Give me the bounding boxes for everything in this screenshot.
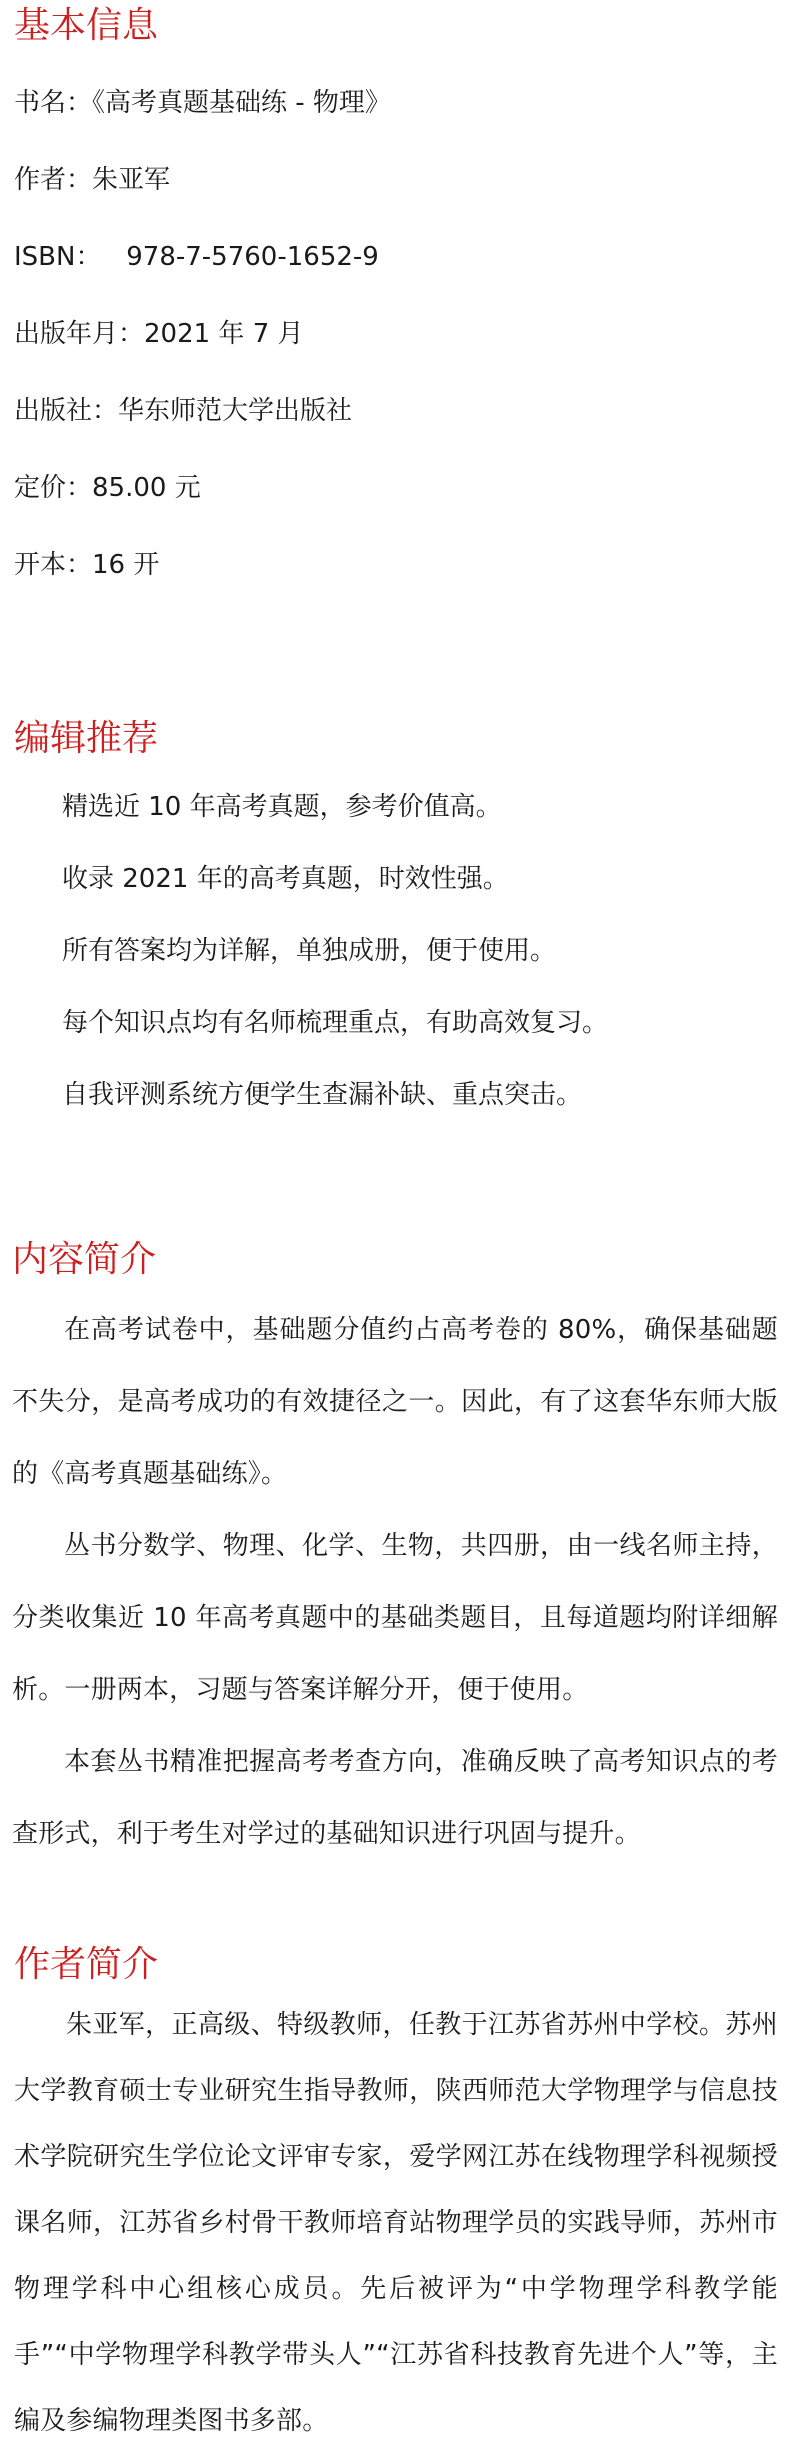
field-book-name: 书名：《高考真题基础练 - 物理》 (14, 88, 391, 118)
content-intro-paragraph: 本套丛书精准把握高考考查方向，准确反映了高考知识点的考查形式，利于考生对学过的基础知识进行巩固与提升。 (12, 1747, 778, 1849)
section-title-author-intro: 作者简介 (14, 1944, 159, 1985)
field-isbn: ISBN： 978-7-5760-1652-9 (14, 242, 379, 272)
field-price: 定价：85.00 元 (14, 473, 201, 503)
recommendation-item: 收录 2021 年的高考真题，时效性强。 (62, 864, 509, 894)
section-title-content-intro: 内容简介 (12, 1239, 157, 1280)
field-publish-date: 出版年月：2021 年 7 月 (14, 319, 304, 349)
content-intro-body (12, 1294, 778, 1870)
author-intro-paragraph: 朱亚军，正高级、特级教师，任教于江苏省苏州中学校。苏州大学教育硕士专业研究生指导教师，陕西师范大学物理学与信息技术学院研究生学位论文评审专家，爱学网江苏在线物理学科视频授课名师，江苏省乡村骨干教师培育站物理学员的实践导师，苏州市物理学科中心组核心成员。先后被评为“中学物理学科教学能手”“中学物理学科教学带头人”“江苏省科技教育先进个人”等，主编及参编物理类图书多部。 (14, 2010, 778, 2436)
recommendation-item: 每个知识点均有名师梳理重点，有助高效复习。 (62, 1008, 609, 1038)
field-publisher: 出版社：华东师范大学出版社 (14, 396, 353, 426)
section-title-recommendation: 编辑推荐 (14, 718, 159, 759)
recommendation-item: 精选近 10 年高考真题，参考价值高。 (62, 792, 502, 822)
content-intro-paragraph: 在高考试卷中，基础题分值约占高考卷的 80%，确保基础题不失分，是高考成功的有效捷径之一。因此，有了这套华东师大版的《高考真题基础练》。 (12, 1315, 778, 1489)
content-intro-paragraph: 丛书分数学、物理、化学、生物，共四册，由一线名师主持，分类收集近 10 年高考真题中的基础类题目，且每道题均附详细解析。一册两本，习题与答案详解分开，便于使用。 (12, 1531, 778, 1705)
field-author: 作者：朱亚军 (14, 165, 171, 195)
author-intro-body (14, 1992, 778, 2454)
recommendation-item: 所有答案均为详解，单独成册，便于使用。 (62, 936, 557, 966)
recommendation-item: 自我评测系统方便学生查漏补缺、重点突击。 (62, 1080, 583, 1110)
field-format: 开本：16 开 (14, 550, 160, 580)
section-title-basic-info: 基本信息 (14, 5, 159, 46)
